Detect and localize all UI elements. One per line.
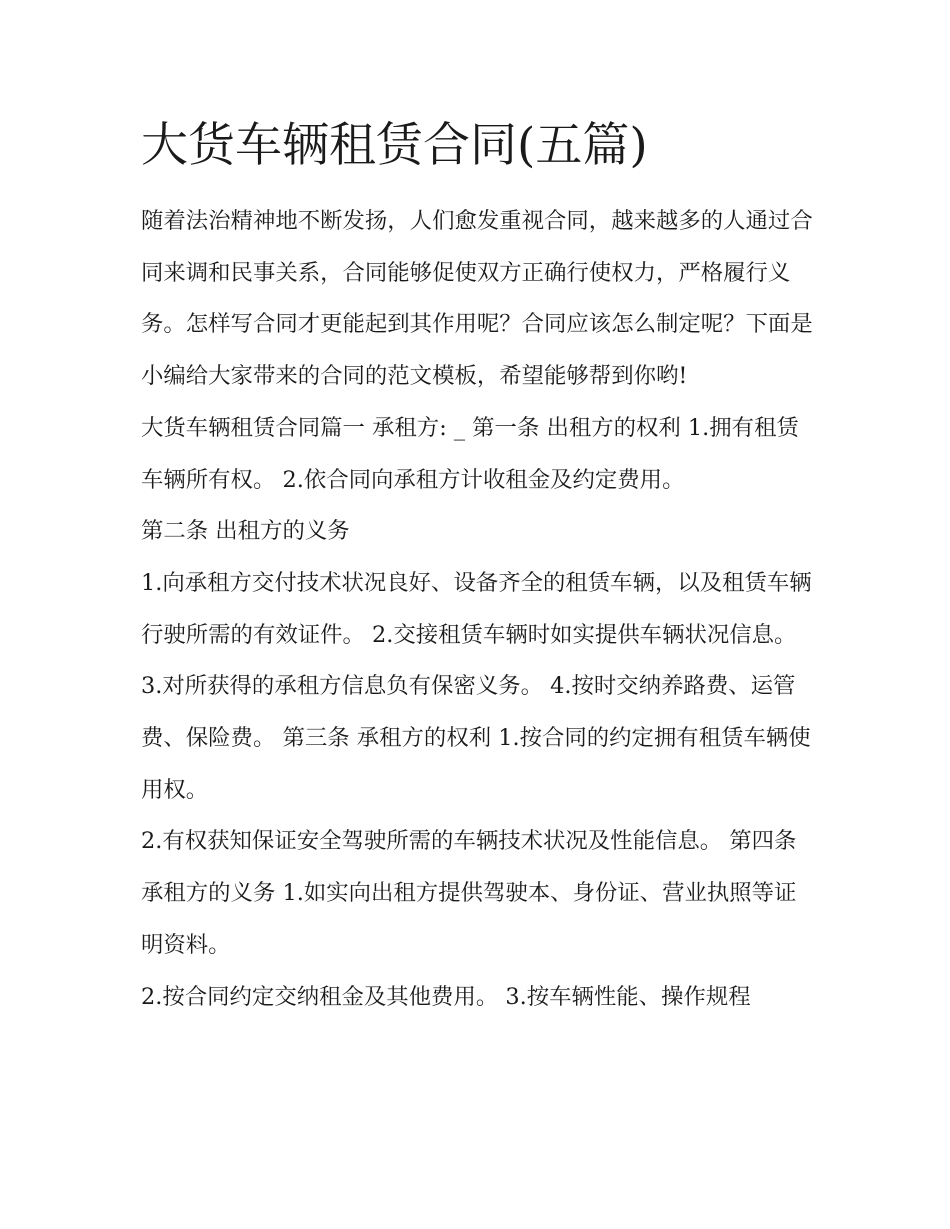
paragraph-intro: 随着法治精神地不断发扬，人们愈发重视合同，越来越多的人通过合同来调和民事关系，合同能够促使双方正确行使权力，严格履行义务。怎样写合同才更能起到其作用呢？合同应该怎么制定呢？下面是小编给大家带来的合同的范文模板，希望能够帮到你哟!	[141, 208, 813, 390]
paragraph-lessor-duties-1: 1.向承租方交付技术状况良好、设备齐全的租赁车辆，以及租赁车辆行驶所需的有效证件。 2.交接租赁车辆时如实提供车辆状况信息。	[141, 569, 812, 648]
document-title: 大货车辆租赁合同(五篇)	[141, 118, 648, 173]
document-body	[141, 196, 817, 1023]
paragraph-lessor-rights: 大货车辆租赁合同篇一 承租方: _ 第一条 出租方的权利 1.拥有租赁车辆所有权。 2.依合同向承租方计收租金及约定费用。	[141, 414, 799, 493]
paragraph-lessee-rights-2: 2.有权获知保证安全驾驶所需的车辆技术状况及性能信息。 第四条 承租方的义务 1.如实向出租方提供驾驶本、身份证、营业执照等证明资料。	[141, 828, 797, 958]
paragraph-lessor-duties-heading: 第二条 出租方的义务	[141, 518, 350, 545]
paragraph-lessee-duties-2: 2.按合同约定交纳租金及其他费用。 3.按车辆性能、操作规程	[141, 983, 751, 1010]
paragraph-lessor-duties-3: 3.对所获得的承租方信息负有保密义务。 4.按时交纳养路费、运管费、保险费。 第三条 承租方的权利 1.按合同的约定拥有租赁车辆使用权。	[141, 673, 811, 803]
